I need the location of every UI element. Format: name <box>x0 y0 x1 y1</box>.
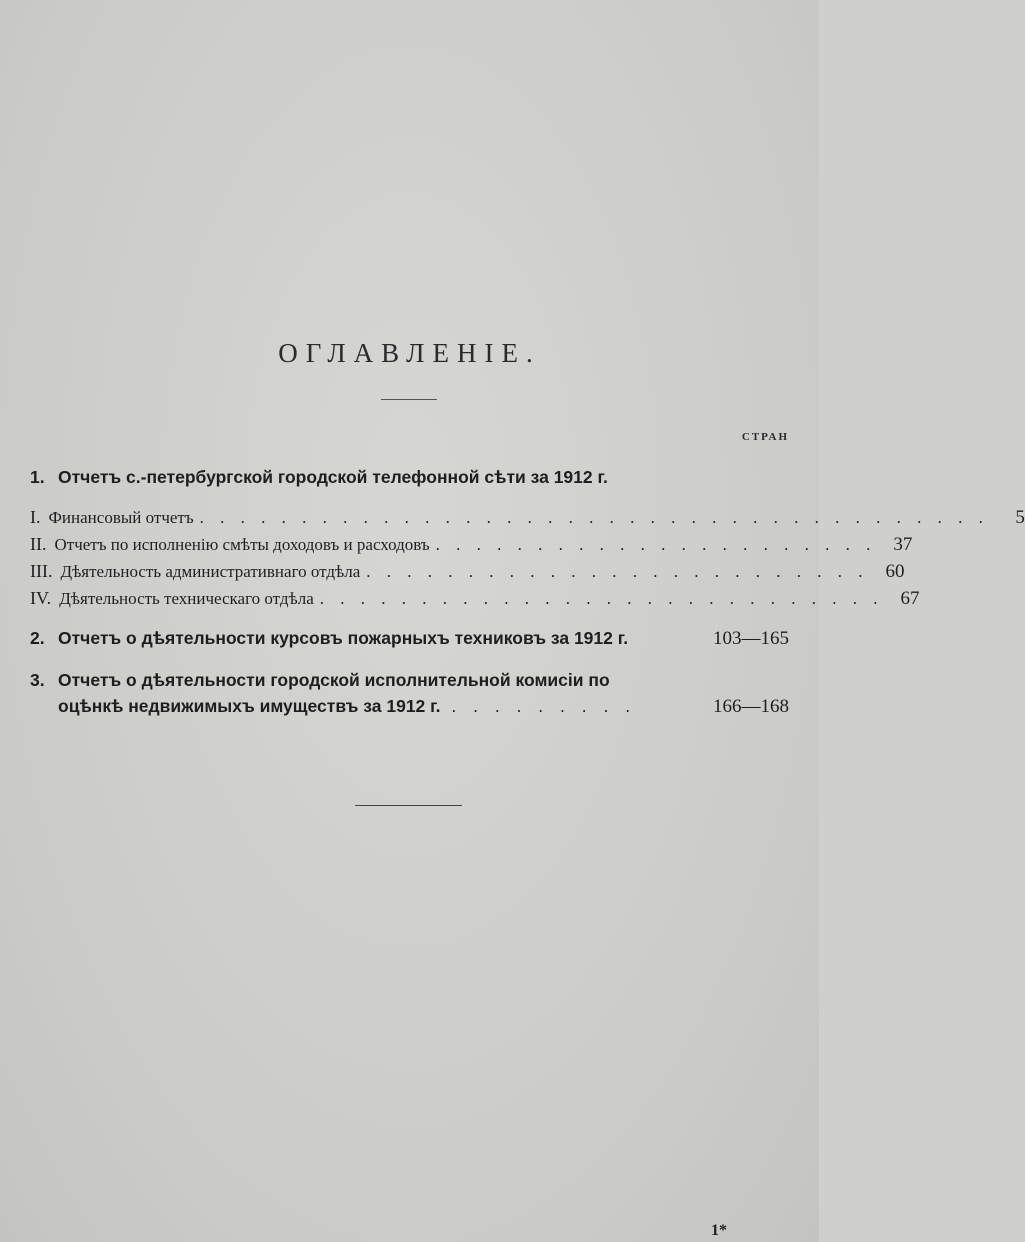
section-title: Отчетъ с.-петербургской городской телефонной сѣти за 1912 г. <box>58 467 608 487</box>
section-number: 1. <box>30 467 45 487</box>
leader-dots: . . . . . . . . . . . . . . . . . . . . . . . . . . . . <box>319 589 884 608</box>
leader-dots: . . . . . . . . . . . . . . . . . . . . . . . . . <box>366 562 869 581</box>
closing-divider <box>355 805 462 806</box>
item-page: 60 <box>885 561 905 582</box>
section-title-line2: оцѣнкѣ недвижимыхъ имуществъ за 1912 г. <box>58 696 441 716</box>
item-title: Финансовый отчетъ <box>48 508 194 527</box>
section-pages: 103—165 <box>713 628 789 649</box>
page-title: ОГЛАВЛЕНIЕ. <box>278 338 541 368</box>
toc-item-4 <box>30 588 920 614</box>
section-title-line1: Отчетъ о дѣятельности городской исполнительной комисiи по <box>58 670 610 690</box>
section-number: 3. <box>30 670 45 690</box>
item-page: 67 <box>900 588 920 609</box>
toc-section-1 <box>30 467 789 488</box>
toc-section-2 <box>30 628 789 649</box>
item-roman: II. <box>30 534 47 554</box>
leader-dots: . . . . . . . . . . . . . . . . . . . . . . <box>435 535 877 554</box>
item-page: 37 <box>893 534 913 555</box>
leader-dots: . . . . . . . . . <box>440 696 637 716</box>
section-title: Отчетъ о дѣятельности курсовъ пожарныхъ техниковъ за 1912 г. <box>58 628 629 648</box>
item-title: Дѣятельность техническаго отдѣла <box>59 589 314 608</box>
title-divider <box>381 399 437 400</box>
toc-section-3-cont <box>30 696 789 717</box>
item-roman: I. <box>30 507 41 527</box>
toc-item-1 <box>30 507 1025 533</box>
toc-item-3 <box>30 561 905 587</box>
section-number: 2. <box>30 628 45 648</box>
section-pages: 166—168 <box>713 696 789 717</box>
item-title: Дѣятельность административнаго отдѣла <box>60 562 361 581</box>
toc-item-2 <box>30 534 913 560</box>
item-roman: IV. <box>30 588 52 608</box>
pages-column-header: СТРАН <box>741 431 789 443</box>
item-title: Отчетъ по исполненiю смѣты доходовъ и расходовъ <box>54 535 430 554</box>
item-roman: III. <box>30 561 53 581</box>
item-page: 5 <box>1015 507 1025 528</box>
toc-section-3 <box>30 670 789 691</box>
leader-dots: . . . . . . . . . . . . . . . . . . . . . . . . . . . . . . . . . . . . . . . <box>199 508 989 527</box>
signature-mark: 1* <box>711 1222 727 1239</box>
